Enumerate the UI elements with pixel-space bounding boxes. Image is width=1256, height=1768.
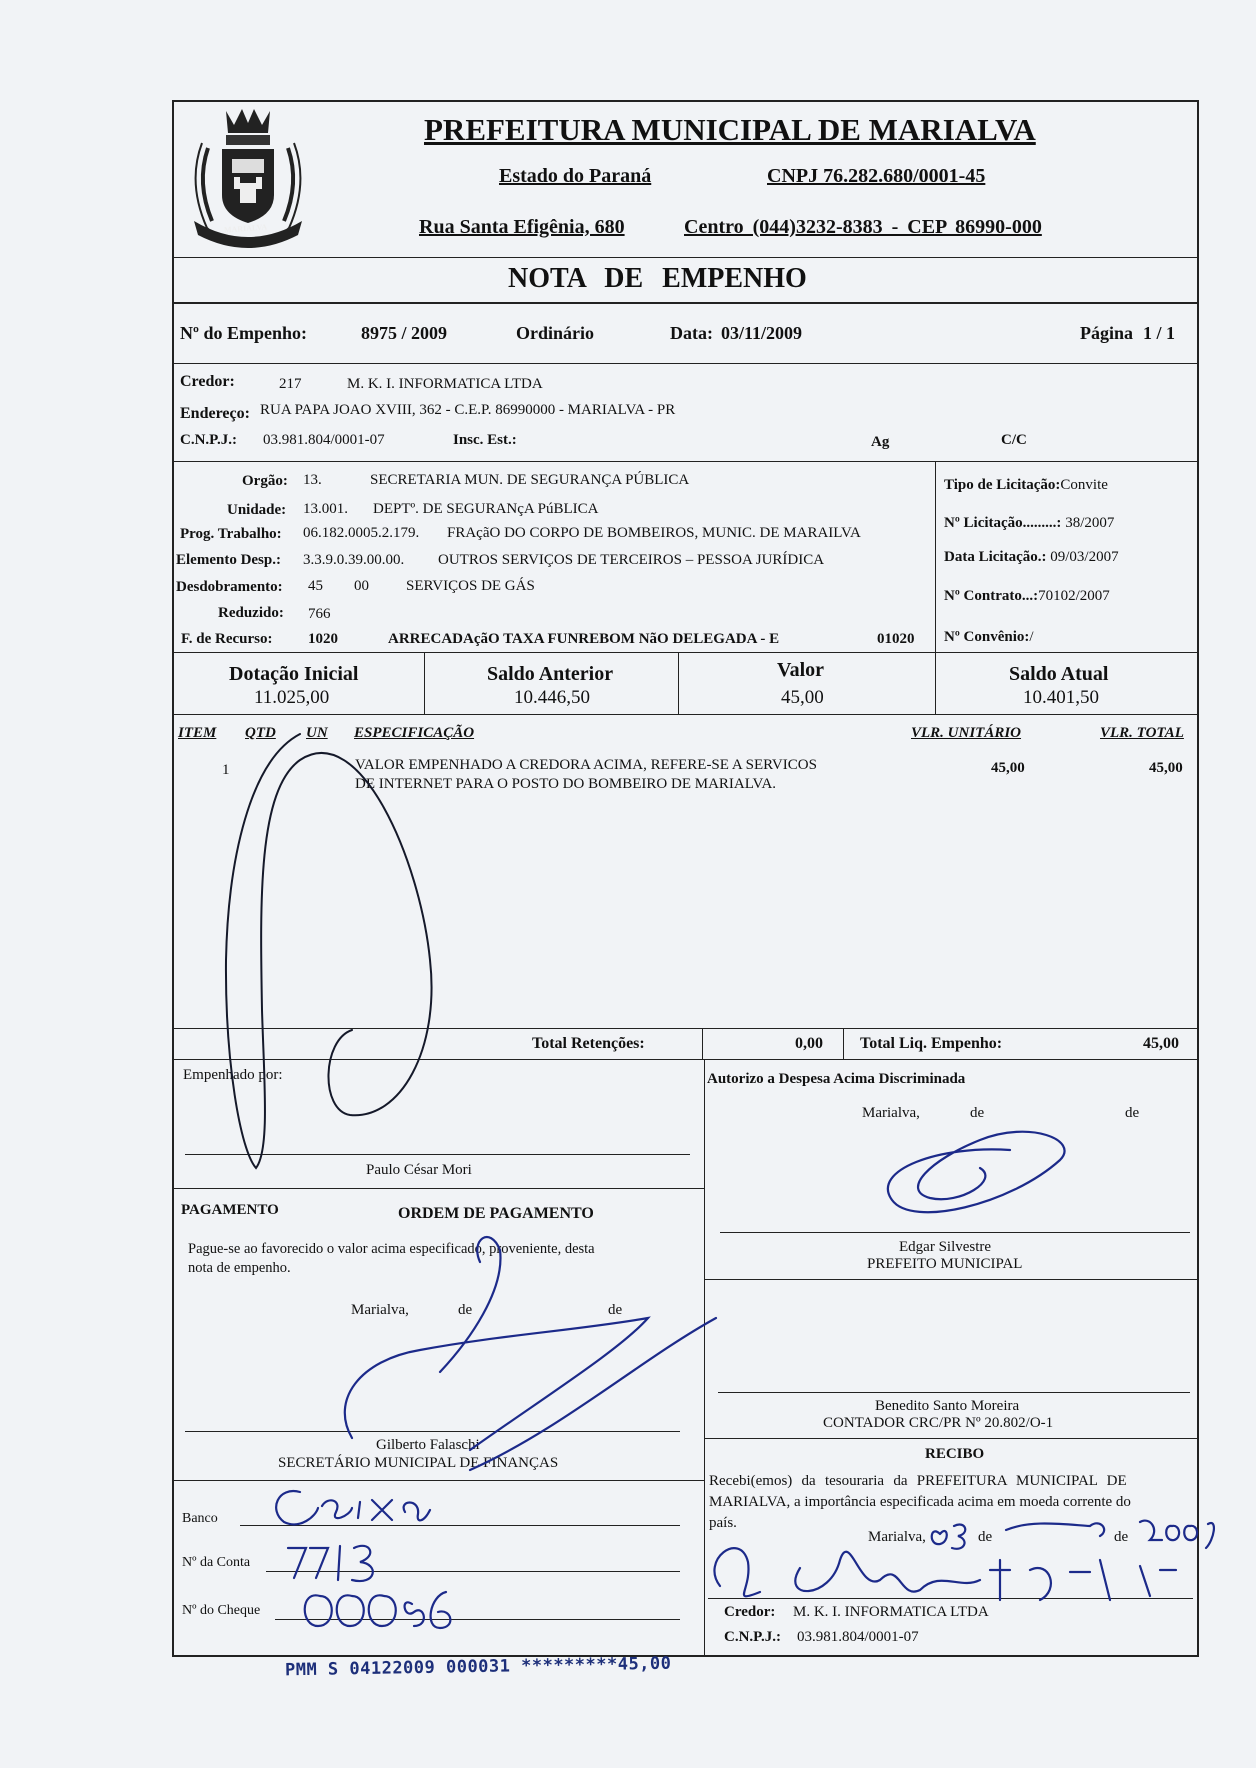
cashier-stamp: PMM S 04122009 000031 *********45,00 [284, 1653, 672, 1681]
col-qtd: QTD [245, 725, 276, 741]
rule-pagamento [172, 1480, 705, 1481]
vrule-bottom [704, 1059, 705, 1655]
col-item: ITEM [178, 725, 217, 741]
prefeito-role: PREFEITO MUNICIPAL [867, 1256, 1023, 1272]
conta-label: Nº da Conta [182, 1555, 251, 1570]
col-especificacao: ESPECIFICAÇÃO [354, 725, 475, 741]
ordem-label: ORDEM DE PAGAMENTO [398, 1205, 594, 1222]
rule-credor [172, 461, 1197, 462]
autorizo-city: Marialva, [862, 1105, 920, 1121]
recurso-name: ARRECADAçãO TAXA FUNREBOM NãO DELEGADA - E [388, 631, 780, 647]
page-label: Página [1080, 323, 1134, 343]
autorizo-sign-line [720, 1232, 1190, 1233]
empenhado-name: Paulo César Mori [366, 1162, 472, 1178]
endereco-value: RUA PAPA JOAO XVIII, 362 - C.E.P. 86990000 - MARIALVA - PR [260, 402, 676, 418]
unidade-label: Unidade: [227, 502, 287, 518]
contador-sign-line [718, 1392, 1190, 1393]
recibo-city: Marialva, [868, 1529, 926, 1545]
crest-logo [182, 103, 314, 253]
ag-label: Ag [871, 434, 890, 450]
credor-label: Credor: [180, 373, 235, 390]
elemento-name: OUTROS SERVIÇOS DE TERCEIROS – PESSOA JURÍDICA [438, 552, 825, 568]
liquido-value: 45,00 [1143, 1035, 1179, 1052]
recurso-num: 01020 [877, 631, 915, 647]
secretario-name: Gilberto Falaschi [376, 1437, 480, 1453]
banco-label: Banco [182, 1511, 218, 1526]
header-cnpj: CNPJ 76.282.680/0001-45 [767, 165, 986, 187]
vrule-tot-1 [702, 1028, 703, 1059]
empenho-number-label: Nº do Empenho: [180, 323, 307, 343]
col-vlr-unitario: VLR. UNITÁRIO [911, 725, 1022, 741]
desdobramento-code: 45 [308, 578, 323, 594]
rule-empenho [172, 363, 1197, 364]
recibo-text-2: MARIALVA, a importância especificada acima em moeda corrente do [709, 1494, 1131, 1510]
pagamento-de2: de [608, 1302, 623, 1318]
item-spec-line2: DE INTERNET PARA O POSTO DO BOMBEIRO DE MARIALVA. [355, 776, 777, 792]
empenhado-label: Empenhado por: [183, 1067, 283, 1083]
elemento-code: 3.3.9.0.39.00.00. [303, 552, 405, 568]
recibo-credor-label: Credor: [724, 1604, 776, 1620]
page-number: 1 / 1 [1143, 323, 1176, 343]
rule-budget [172, 652, 1197, 653]
rule-autorizo [704, 1279, 1197, 1280]
header-state: Estado do Paraná [499, 165, 652, 187]
prefeito-name: Edgar Silvestre [899, 1239, 992, 1255]
secretario-sign-line [185, 1431, 680, 1432]
reduzido-value: 766 [308, 606, 331, 622]
rule-totals [172, 1059, 1197, 1060]
saldo-anterior-label: Saldo Anterior [487, 663, 614, 685]
rule-items [172, 1028, 1197, 1029]
empenhado-sign-line [185, 1154, 690, 1155]
credor-name: M. K. I. INFORMATICA LTDA [347, 376, 543, 392]
recibo-credor-name: M. K. I. INFORMATICA LTDA [793, 1604, 989, 1620]
header-contact: Centro (044)3232-8383 - CEP 86990-000 [684, 216, 1042, 238]
orgao-name: SECRETARIA MUN. DE SEGURANÇA PÚBLICA [370, 472, 690, 488]
rule-empenhado [172, 1188, 705, 1189]
cheque-line [275, 1619, 680, 1620]
cc-label: C/C [1001, 432, 1027, 448]
item-number: 1 [222, 762, 230, 778]
banco-line [240, 1525, 680, 1526]
col-un: UN [306, 725, 328, 741]
dotacao-value: 11.025,00 [254, 687, 330, 708]
valor-value: 45,00 [781, 687, 824, 708]
vrule-bal-2 [678, 652, 679, 714]
orgao-label: Orgão: [242, 473, 288, 489]
empenho-date-label: Data: [670, 323, 713, 343]
unidade-name: DEPTº. DE SEGURANçA PúBLICA [373, 501, 599, 517]
rule-title [172, 302, 1197, 304]
unidade-code: 13.001. [303, 501, 348, 517]
dotacao-label: Dotação Inicial [229, 663, 359, 685]
recibo-cnpj: 03.981.804/0001-07 [797, 1629, 919, 1645]
rule-contador [704, 1438, 1197, 1439]
vrule-tot-2 [843, 1028, 844, 1059]
liquido-label: Total Liq. Empenho: [860, 1035, 1003, 1052]
autorizo-label: Autorizo a Despesa Acima Discriminada [707, 1071, 966, 1087]
secretario-role: SECRETÁRIO MUNICIPAL DE FINANÇAS [278, 1455, 559, 1471]
insc-label: Insc. Est.: [453, 432, 517, 448]
item-total-value: 45,00 [1149, 760, 1183, 776]
item-spec-line1: VALOR EMPENHADO A CREDORA ACIMA, REFERE-SE A SERVICOS [355, 757, 817, 773]
vrule-bal-3 [935, 652, 936, 714]
rule-balances [172, 714, 1197, 715]
empenho-type: Ordinário [516, 323, 595, 343]
pagamento-label: PAGAMENTO [181, 1202, 279, 1218]
recibo-text-1: Recebi(emos) da tesouraria da PREFEITURA MUNICIPAL DE [709, 1473, 1127, 1489]
pagamento-text-2: nota de empenho. [188, 1260, 291, 1276]
prog-name: FRAçãO DO CORPO DE BOMBEIROS, MUNIC. DE MARAILVA [447, 525, 861, 541]
cnpj-value: 03.981.804/0001-07 [263, 432, 385, 448]
saldo-atual-label: Saldo Atual [1009, 663, 1109, 685]
recurso-label: F. de Recurso: [181, 631, 273, 647]
licitacao-numero: Nº Licitação.........: 38/2007 [944, 515, 1115, 531]
credor-code: 217 [279, 376, 302, 392]
vrule-licitacao [935, 461, 936, 652]
recibo-de1: de [978, 1529, 993, 1545]
contador-name: Benedito Santo Moreira [875, 1398, 1020, 1414]
crest-motto: MARIALVA [223, 222, 268, 235]
valor-label: Valor [777, 659, 825, 681]
retencoes-value: 0,00 [795, 1035, 823, 1052]
reduzido-label: Reduzido: [218, 605, 284, 621]
vrule-bal-1 [424, 652, 425, 714]
licitacao-tipo: Tipo de Licitação:Convite [944, 477, 1108, 493]
licitacao-contrato: Nº Contrato...:70102/2007 [944, 588, 1110, 604]
prog-code: 06.182.0005.2.179. [303, 525, 420, 541]
retencoes-label: Total Retenções: [532, 1035, 645, 1052]
autorizo-de1: de [970, 1105, 985, 1121]
cnpj-label: C.N.P.J.: [180, 432, 237, 448]
recibo-label: RECIBO [925, 1446, 985, 1462]
empenho-date: 03/11/2009 [721, 323, 803, 343]
contador-role: CONTADOR CRC/PR Nº 20.802/O-1 [823, 1415, 1054, 1431]
empenho-number: 8975 / 2009 [361, 323, 448, 343]
saldo-anterior-value: 10.446,50 [514, 687, 590, 708]
cheque-label: Nº do Cheque [182, 1603, 261, 1618]
header-address: Rua Santa Efigênia, 680 [419, 216, 625, 238]
col-vlr-total: VLR. TOTAL [1100, 725, 1184, 741]
conta-line [266, 1571, 680, 1572]
item-unit-value: 45,00 [991, 760, 1025, 776]
elemento-label: Elemento Desp.: [176, 552, 281, 568]
pagamento-text-1: Pague-se ao favorecido o valor acima especificado, proveniente, desta [188, 1241, 595, 1257]
desdobramento-sub: 00 [354, 578, 369, 594]
pagamento-de1: de [458, 1302, 473, 1318]
pagamento-city: Marialva, [351, 1302, 409, 1318]
licitacao-data: Data Licitação.: 09/03/2007 [944, 549, 1119, 565]
recibo-de2: de [1114, 1529, 1129, 1545]
desdobramento-name: SERVIÇOS DE GÁS [406, 578, 535, 594]
recurso-code: 1020 [308, 631, 338, 647]
recibo-sign-line [708, 1598, 1193, 1599]
recibo-cnpj-label: C.N.P.J.: [724, 1629, 781, 1645]
header-title: PREFEITURA MUNICIPAL DE MARIALVA [424, 112, 1036, 147]
rule-header [172, 257, 1197, 258]
licitacao-convenio: Nº Convênio:/ [944, 629, 1034, 645]
doc-title: NOTA DE EMPENHO [508, 263, 807, 294]
orgao-code: 13. [303, 472, 322, 488]
saldo-atual-value: 10.401,50 [1023, 687, 1099, 708]
autorizo-de2: de [1125, 1105, 1140, 1121]
endereco-label: Endereço: [180, 405, 250, 422]
recibo-text-3: país. [709, 1515, 737, 1531]
desdobramento-label: Desdobramento: [176, 579, 283, 595]
prog-label: Prog. Trabalho: [180, 526, 282, 542]
